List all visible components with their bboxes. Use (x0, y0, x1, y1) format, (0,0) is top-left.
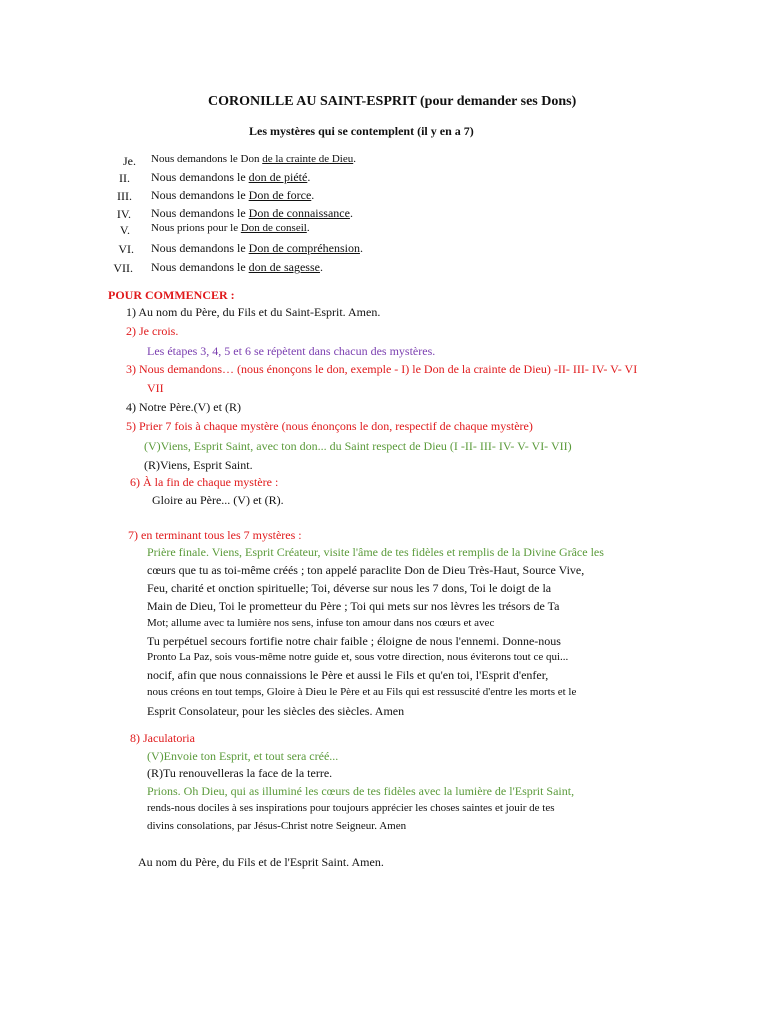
final-prayer-line: Main de Dieu, Toi le prometteur du Père ; Toi qui mets sur nos lèvres les trésors de Ta (147, 599, 560, 613)
step-5-response: (R)Viens, Esprit Saint. (144, 458, 253, 472)
final-prayer-line: Pronto La Paz, sois vous-même notre guide et, sous votre direction, nous éviterons tout ce qui... (147, 651, 569, 663)
jaculatory-response: (R)Tu renouvelleras la face de la terre. (147, 766, 333, 780)
step-5: 5) Prier 7 fois à chaque mystère (nous énonçons le don, respectif de chaque mystère) (126, 419, 533, 433)
step-3-continued: VII (147, 381, 164, 395)
mystery-numeral: VII. (113, 261, 133, 275)
step-8: 8) Jaculatoria (130, 731, 195, 745)
mystery-text: Nous prions pour le Don de conseil. (151, 222, 310, 234)
closing-prayer-line: rends-nous dociles à ses inspirations pour toujours apprécier les choses saintes et jouir de tes (147, 802, 555, 814)
mystery-text: Nous demandons le don de piété. (151, 170, 311, 184)
gift-name: Don de connaissance (248, 206, 350, 220)
closing-sign-of-cross: Au nom du Père, du Fils et de l'Esprit Saint. Amen. (138, 855, 384, 869)
mystery-text: Nous demandons le Don de connaissance. (151, 206, 353, 220)
final-prayer-line: nocif, afin que nous connaissions le Père et aussi le Fils et qu'en toi, l'Esprit d'enfer, (147, 668, 549, 682)
gift-name: Don de conseil (240, 222, 307, 234)
step-2-note: Les étapes 3, 4, 5 et 6 se répètent dans chacun des mystères. (147, 344, 436, 358)
mystery-numeral: IV. (116, 207, 131, 221)
final-prayer-line: Mot; allume avec ta lumière nos sens, infuse ton amour dans nos cœurs et avec (147, 617, 495, 629)
gift-name: Don de force (248, 188, 312, 202)
final-prayer-line: nous créons en tout temps, Gloire à Dieu le Père et au Fils qui est ressuscité d'entre les morts et le (147, 686, 577, 698)
closing-prayer-intro: Prions. Oh Dieu, qui as illuminé les cœurs de tes fidèles avec la lumière de l'Esprit Saint, (147, 784, 575, 798)
mystery-numeral: II. (119, 171, 130, 185)
final-prayer-line: cœurs que tu as toi-même créés ; ton appelé paraclite Don de Dieu Très-Haut, Source Vive, (147, 563, 585, 577)
final-prayer-line: Tu perpétuel secours fortifie notre chair faible ; éloigne de nous l'ennemi. Donne-nous (147, 634, 561, 648)
step-2: 2) Je crois. (126, 324, 179, 338)
gift-name: de la crainte de Dieu (262, 153, 354, 165)
section-heading: POUR COMMENCER : (108, 288, 235, 302)
mystery-text: Nous demandons le don de sagesse. (151, 260, 323, 274)
step-6: 6) À la fin de chaque mystère : (130, 475, 279, 489)
step-4: 4) Notre Père.(V) et (R) (126, 400, 241, 414)
step-5-versicle: (V)Viens, Esprit Saint, avec ton don... du Saint respect de Dieu (I -II- III- IV- V- VI- VII) (144, 439, 572, 453)
final-prayer-line: Feu, charité et onction spirituelle; Toi, déverse sur nous les 7 dons, Toi le doigt de la (147, 581, 552, 595)
closing-prayer-line: divins consolations, par Jésus-Christ notre Seigneur. Amen (147, 820, 407, 832)
step-3: 3) Nous demandons… (nous énonçons le don, exemple - I) le Don de la crainte de Dieu) -II- III- IV- V- VI (126, 362, 638, 376)
final-prayer-intro: Prière finale. Viens, Esprit Créateur, visite l'âme de tes fidèles et remplis de la Divine Grâce les (147, 545, 604, 559)
document-subtitle: Les mystères qui se contemplent (il y en a 7) (249, 124, 474, 138)
step-1: 1) Au nom du Père, du Fils et du Saint-Esprit. Amen. (126, 305, 381, 319)
gift-name: Don de compréhension (248, 241, 360, 255)
final-prayer-line: Esprit Consolateur, pour les siècles des siècles. Amen (147, 704, 405, 718)
step-7: 7) en terminant tous les 7 mystères : (128, 528, 302, 542)
document-title: CORONILLE AU SAINT-ESPRIT (pour demander ses Dons) (208, 94, 577, 109)
mystery-numeral: V. (119, 223, 130, 237)
step-6-gloire: Gloire au Père... (V) et (R). (152, 493, 284, 507)
mystery-text: Nous demandons le Don de la crainte de Dieu. (151, 153, 356, 165)
mystery-text: Nous demandons le Don de force. (151, 188, 315, 202)
mystery-numeral: Je. (123, 154, 136, 168)
gift-name: don de sagesse (248, 260, 320, 274)
mystery-numeral: III. (117, 189, 132, 203)
gift-name: don de piété (248, 170, 308, 184)
jaculatory-versicle: (V)Envoie ton Esprit, et tout sera créé... (147, 749, 339, 763)
mystery-text: Nous demandons le Don de compréhension. (151, 241, 363, 255)
mystery-numeral: VI. (118, 242, 134, 256)
